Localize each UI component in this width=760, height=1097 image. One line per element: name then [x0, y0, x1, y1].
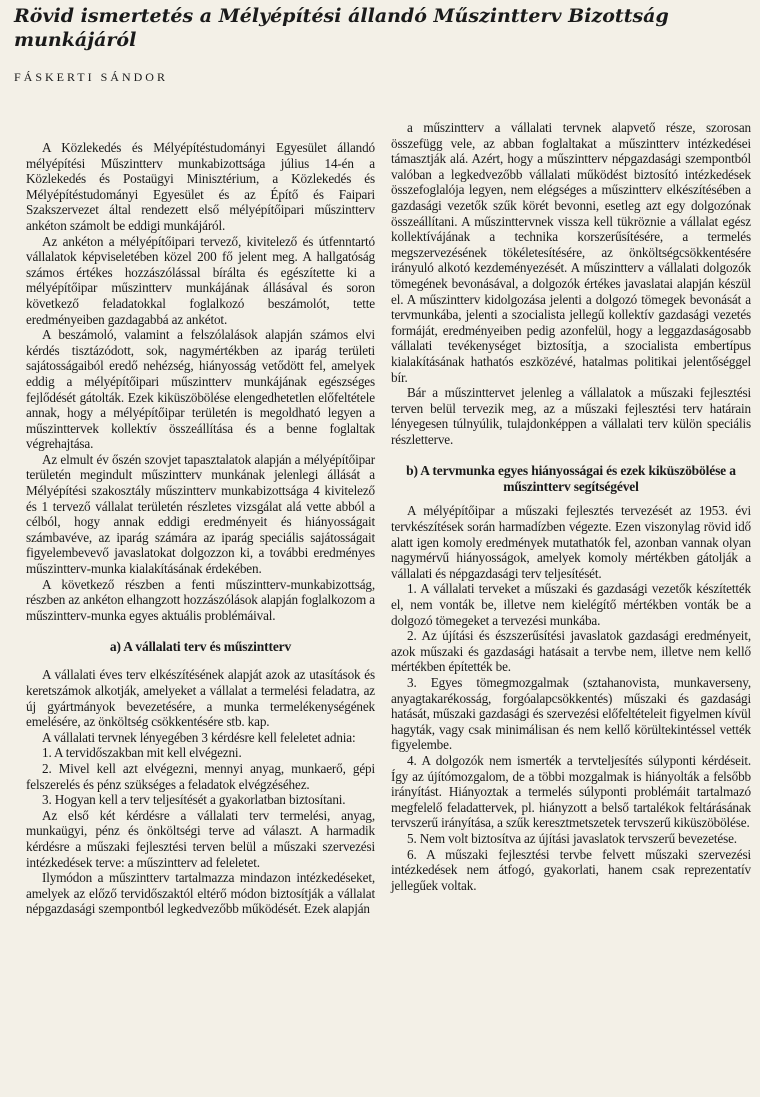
paragraph: Az első két kérdésre a vállalati terv termelési, anyag, munkaügyi, pénz és önköltségi terve ad választ. A harmadik kérdésre a műszaki fejlesztési terven belül a műszaki szervezési intézkedések terve: a műszintterv ad feleletet. [26, 807, 375, 870]
paragraph: 4. A dolgozók nem ismerték a tervteljesítés súlyponti kérdéseit. Így az újítómozgalom, de a többi mozgalmak is hiányolták a felsőbb irányítást. Hiányoztak a termelés súlyponti problémáit tartalmazó megfelelő feladattervek, pl. hiányzott a belső tartalékok feltárásának tervszerű irányítása, a szűk keresztmetszetek tervszerű kiküszöbölése. [391, 752, 751, 831]
paragraph: Bár a műszinttervet jelenleg a vállalatok a műszaki fejlesztési terven belül tervezik meg, az a műszaki fejlesztési terv határain lényegesen túlnyúlik, tulajdonképpen a vállalati terv külön speciális részletterve. [391, 385, 751, 447]
paragraph: 3. Egyes tömegmozgalmak (sztahanovista, munkaverseny, anyagtakarékosság, forgóalapcsökkentés) műszaki és gazdasági hatását, műszaki gazdasági és szervezési előfeltételeit figyelmen kívül hagyták, vagy csak minimálisan és nem kellő körültekintéssel vették figyelembe. [391, 675, 751, 753]
paragraph: A vállalati tervnek lényegében 3 kérdésre kell feleletet adnia: [42, 729, 356, 745]
left-column [26, 140, 375, 917]
paragraph: 5. Nem volt biztosítva az újítási javaslatok tervszerű bevezetése. [407, 830, 737, 846]
paragraph: 3. Hogyan kell a terv teljesítését a gyakorlatban biztosítani. [42, 792, 346, 808]
paragraph: A Közlekedés és Mélyépítéstudományi Egyesület állandó mélyépítési Műszintterv munkabizottsága július 14-én a Közlekedés és Postaügyi Minisztérium, a Közlekedés és Mélyépítéstudományi Egyesület és az Építő és Faipari Szakszervezet által rendezett első mélyépítőipari műszintterv ankéton számolt be eddigi munkájáról. [26, 140, 375, 233]
paragraph: A következő részben a fenti műszintterv-munkabizottság, részben az ankéton elhangzott hozzászólások alapján foglalkozom a műszintterv-munka egyes aktuális problémáival. [26, 576, 375, 623]
paragraph: Az ankéton a mélyépítőipari tervező, kivitelező és útfenntartó vállalatok képviseletében közel 200 fő jelent meg. A hallgatóság számos értékes hozzászólással bírálta és egészítette ki a mélyépítőipar műszintterv munkájának állásával és soron következő feladatokkal foglalkozó beszámolót, tette eredményeiben gazdagabbá az ankétot. [26, 233, 375, 327]
paragraph: A beszámoló, valamint a felszólalások alapján számos elvi kérdés tisztázódott, sok, nagymértékben az iparág területi sajátosságaiból eredő nehézség, hiányosság vetődött fel, amelyek eddig a mélyépítőipari műszintterv munkájának egészséges fejlődését gátolták. Ezek kiküszöbölése elengedhetetlen előfeltétele annak, hogy a mélyépítőipar területén is megoldható legyen a műszinttervek kollektív összeállítása és a benne foglaltak végrehajtása. [26, 327, 375, 452]
paragraph: 2. Mivel kell azt elvégezni, mennyi anyag, munkaerő, gépi felszerelés és pénz szükséges a feladatok elvégzéséhez. [26, 760, 375, 792]
paragraph: 1. A tervidőszakban mit kell elvégezni. [42, 745, 242, 761]
paragraph: 2. Az újítási és észszerűsítési javaslatok gazdasági eredményeit, azok műszaki és gazdasági hatásait a tervbe nem, illetve nem kellő mértékben építették be. [391, 628, 751, 675]
paragraph: Ilymódon a műszintterv tartalmazza mindazon intézkedéseket, amelyek az előző tervidőszaktól eltérő módon biztosítják a vállalat népgazdasági szempontból legkedvezőbb működését. Ezek alapján [26, 870, 375, 917]
right-column [391, 120, 751, 893]
section-heading: a) A vállalati terv és műszintterv [109, 639, 292, 655]
article-author: FÁSKERTI SÁNDOR [14, 70, 168, 84]
paragraph: Az elmult év őszén szovjet tapasztalatok alapján a mélyépítőipar területén megindult műszintterv munkának jelenlegi állását a Mélyépítési szakosztály műszintterv munkabizottsága 4 kivitelező és 1 tervező vállalat területén részletes vizsgálat alá vette abból a célból, hogy annak eddigi eredményeit és hiányosságait számbavéve, az iparág számára az iparág speciális sajátosságait figyelembevevő javaslatokat dolgozzon ki, a további eredményes műszintterv-munka kialakításának érdekében. [26, 451, 375, 577]
paragraph: 6. A műszaki fejlesztési tervbe felvett műszaki szervezési intézkedések nem átfogó, gyakorlati, hanem csak reprezentatív jellegűek voltak. [391, 846, 751, 893]
paragraph: A mélyépítőipar a műszaki fejlesztés tervezését az 1953. évi tervkészítések során harmadízben végezte. Ezen viszonylag rövid idő alatt igen komoly eredmények mutathatók fel, azonban vannak olyan nagymérvű hiányosságok, amelyek komoly mértékben gátolják a vállalati és népgazdasági terv teljesítését. [391, 503, 751, 581]
paragraph: A vállalati éves terv elkészítésének alapját azok az utasítások és keretszámok alkotják, amelyeket a vállalat a termelési feladatra, az új gyártmányok bevezetésére, a munka termelékenységének emelésére, az önköltség csökkentésére stb. kap. [26, 667, 375, 730]
article-title: Rövid ismertetés a Mélyépítési állandó Műszintterv Bizottság munkájáról [14, 5, 669, 51]
paragraph: a műszintterv a vállalati tervnek alapvető része, szorosan összefügg vele, az abban foglaltakat a műszintterv intézkedései támasztják alá. Azért, hogy a műszintterv népgazdasági szempontból valóban a legkedvezőbb vállalati működést biztosító intézkedések összefoglalója legyen, nem elégséges a műszintterv elkészítésében a gazdasági vezetők szűk körét bevonni, esetleg azt egy dolgozónak összeállítani. A műszinttervnek vissza kell tükröznie a vállalat egész kollektívájának a technika korszerűsítésére, a termelés megszervezésének tökéletesítésére, az önköltségcsökkentésére irányuló alkotó kezdeményezését. A műszintterv a vállalati dolgozók tömegének bevonásával, a dolgozók értékes javaslatai alapján készül el. A műszintterv kidolgozása jelenti a dolgozó tömegek bevonását a tervmunkába, jelenti a szocialista jellegű kollektív gazdasági vezetés formáját, eredményeiben pedig azonfelül, hogy a leggazdaságosabb vállalati tevékenységet biztosítja, a szocialista embertípus kialakításának hathatós eszközévé, hatalmas politikai jelentőséggel bír. [391, 120, 751, 385]
paragraph: 1. A vállalati terveket a műszaki és gazdasági vezetők készítették el, nem vonták be, illetve nem kielégítő mértékben vonták be a dolgozó tömegeket a tervezési munkába. [391, 581, 751, 628]
section-heading: b) A tervmunka egyes hiányosságai és ezek kiküszöbölése a műszintterv segítségével [406, 463, 736, 495]
